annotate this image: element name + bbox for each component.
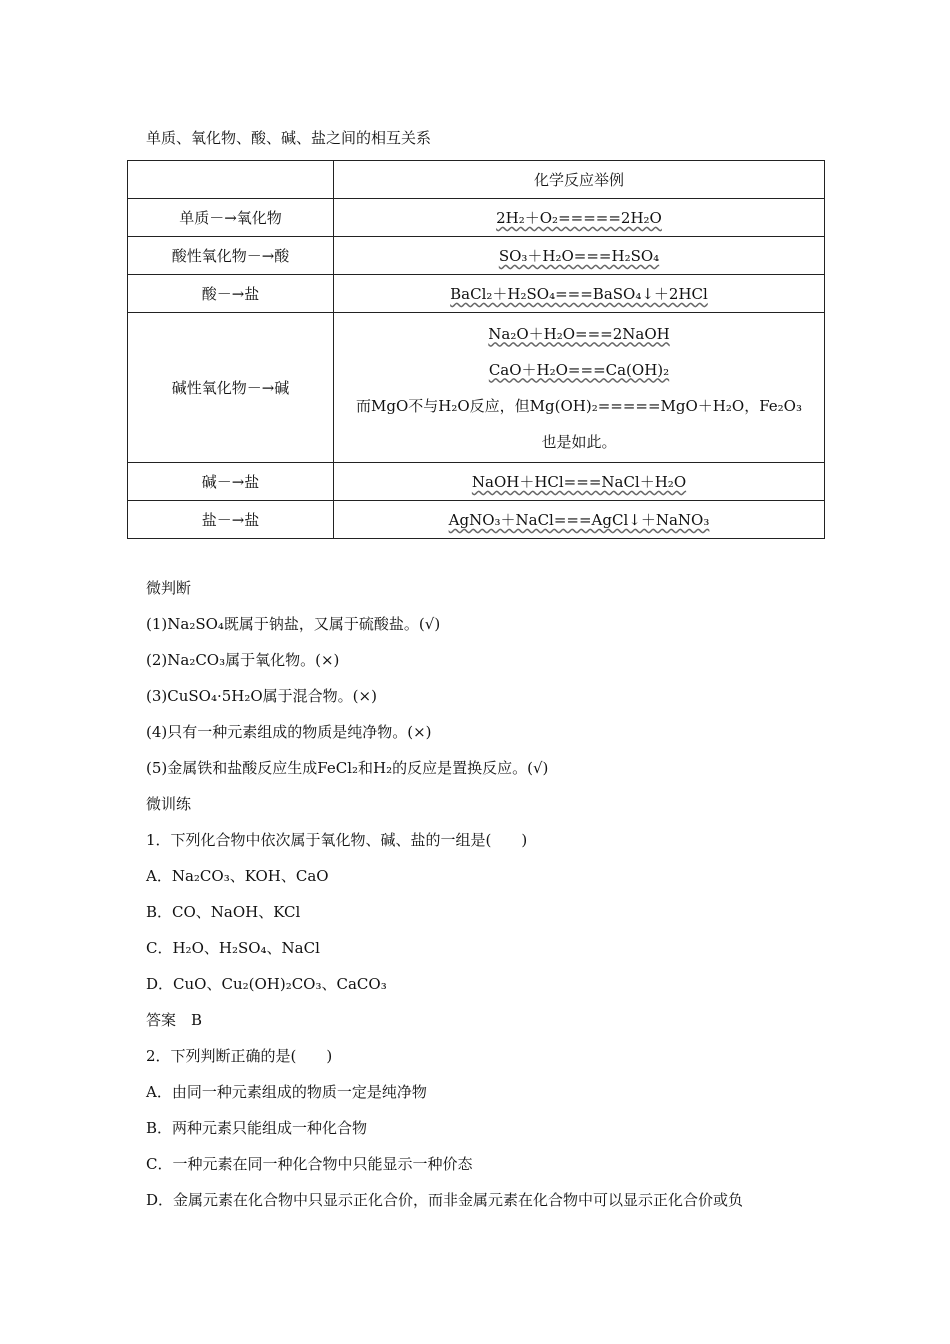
table-row — [128, 501, 825, 539]
relation-cell: 碱性氧化物－→碱 — [128, 313, 334, 463]
reaction-equation: NaOH＋HCl===NaCl＋H₂O — [471, 473, 687, 491]
reaction-cell — [334, 199, 825, 237]
judge-item: (5)金属铁和盐酸反应生成FeCl₂和H₂的反应是置换反应。(√) — [146, 759, 549, 777]
header-cell-empty — [128, 161, 334, 199]
table-row — [128, 237, 825, 275]
reaction-note: 而MgO不与H₂O反应，但Mg(OH)₂=====MgO＋H₂O，Fe₂O₃也是如此。 — [356, 396, 802, 451]
table-header-row — [128, 161, 825, 199]
judge-title: 微判断 — [146, 579, 192, 597]
option-a: A．Na₂CO₃、KOH、CaO — [146, 867, 329, 885]
judge-item: (3)CuSO₄·5H₂O属于混合物。(×) — [146, 687, 377, 705]
option-b: B．两种元素只能组成一种化合物 — [146, 1119, 368, 1137]
reaction-cell — [334, 237, 825, 275]
reaction-equation: 2H₂＋O₂=====2H₂O — [496, 209, 662, 227]
relation-table — [127, 160, 825, 539]
option-b: B．CO、NaOH、KCl — [146, 903, 301, 921]
relation-cell: 盐－→盐 — [128, 501, 334, 539]
reaction-cell — [334, 275, 825, 313]
option-d: D．CuO、Cu₂(OH)₂CO₃、CaCO₃ — [146, 975, 387, 993]
reaction-cell — [334, 501, 825, 539]
option-c: C．一种元素在同一种化合物中只能显示一种价态 — [146, 1155, 473, 1173]
reaction-equation: AgNO₃＋NaCl===AgCl↓＋NaNO₃ — [448, 511, 710, 529]
relation-cell: 酸性氧化物－→酸 — [128, 237, 334, 275]
section-title: 单质、氧化物、酸、碱、盐之间的相互关系 — [146, 129, 432, 147]
question-stem: 2．下列判断正确的是( ) — [146, 1047, 333, 1065]
table-row — [128, 313, 825, 463]
reaction-equation: CaO＋H₂O===Ca(OH)₂ — [488, 360, 670, 379]
relation-cell: 碱－→盐 — [128, 463, 334, 501]
header-cell-examples: 化学反应举例 — [334, 161, 825, 199]
relation-cell: 酸－→盐 — [128, 275, 334, 313]
table-row — [128, 199, 825, 237]
option-c: C．H₂O、H₂SO₄、NaCl — [146, 939, 320, 957]
judge-item: (1)Na₂SO₄既属于钠盐，又属于硫酸盐。(√) — [146, 615, 441, 633]
reaction-equation: Na₂O＋H₂O===2NaOH — [488, 324, 670, 343]
option-d: D．金属元素在化合物中只显示正化合价，而非金属元素在化合物中可以显示正化合价或负 — [146, 1191, 744, 1209]
question-stem: 1．下列化合物中依次属于氧化物、碱、盐的一组是( ) — [146, 831, 528, 849]
answer: 答案 B — [146, 1011, 203, 1029]
table-row — [128, 275, 825, 313]
judge-item: (2)Na₂CO₃属于氧化物。(×) — [146, 651, 340, 669]
option-a: A．由同一种元素组成的物质一定是纯净物 — [146, 1083, 427, 1101]
training-title: 微训练 — [146, 795, 192, 813]
table-row — [128, 463, 825, 501]
relation-cell: 单质－→氧化物 — [128, 199, 334, 237]
reaction-equation: SO₃＋H₂O===H₂SO₄ — [498, 247, 660, 265]
judge-item: (4)只有一种元素组成的物质是纯净物。(×) — [146, 723, 432, 741]
reaction-equation: BaCl₂＋H₂SO₄===BaSO₄↓＋2HCl — [450, 285, 708, 303]
reaction-cell — [334, 313, 825, 463]
reaction-cell — [334, 463, 825, 501]
